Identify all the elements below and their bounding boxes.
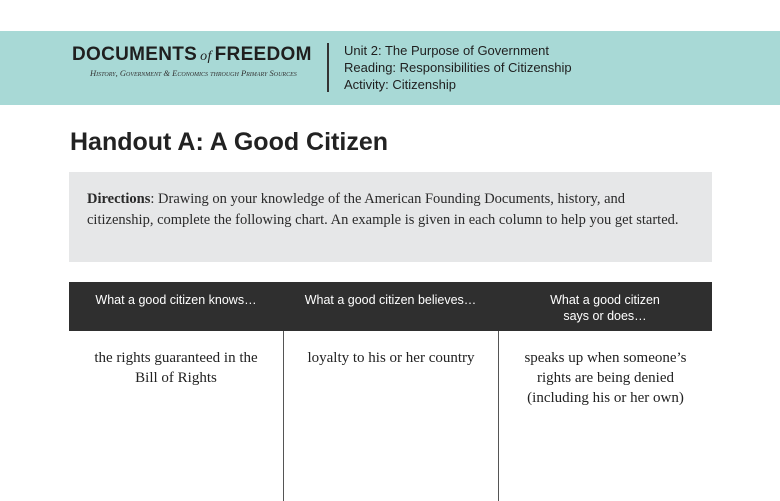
- directions-text: : Drawing on your knowledge of the American Founding Documents, history, and citizenship, complete the following chart. An example is given in each column to help you get started.: [87, 191, 679, 228]
- cell-knows[interactable]: [69, 331, 283, 501]
- brand-word-freedom: FREEDOM: [214, 44, 312, 65]
- chart-body-row: [69, 331, 712, 501]
- header-band: [0, 31, 780, 105]
- cell-says-or-does[interactable]: [498, 331, 712, 501]
- brand-word-documents: DOCUMENTS: [72, 44, 198, 65]
- example-believes: loyalty to his or her country: [307, 350, 475, 366]
- header-divider: [327, 43, 329, 92]
- chart-header-row: [69, 282, 712, 331]
- directions-box: [69, 172, 712, 262]
- unit-label: Unit 2: The Purpose of Government: [344, 43, 549, 58]
- brand-word-of: of: [200, 49, 212, 64]
- activity-label: Activity: Citizenship: [344, 77, 456, 92]
- example-says-or-does: speaks up when someone’s rights are being denied (including his or her own): [524, 350, 687, 406]
- unit-info: [344, 42, 572, 93]
- brand-logo: [72, 44, 312, 78]
- brand-subtitle: History, Government & Economics through Primary Sources: [90, 68, 297, 78]
- brand-title: [72, 44, 312, 66]
- column-header-believes-text: What a good citizen believes…: [304, 293, 477, 307]
- column-header-says-text: What a good citizen says or does…: [550, 293, 660, 323]
- column-header-believes: [283, 282, 498, 331]
- column-header-knows: What a good citizen knows…: [95, 293, 257, 307]
- example-knows: the rights guaranteed in the Bill of Rights: [94, 350, 258, 386]
- column-header-says-or-does: [498, 282, 712, 331]
- directions-label: Directions: [87, 191, 151, 207]
- cell-believes[interactable]: [283, 331, 498, 501]
- page-title: Handout A: A Good Citizen: [70, 128, 389, 156]
- citizen-chart: [69, 282, 712, 501]
- reading-label: Reading: Responsibilities of Citizenship: [344, 60, 572, 75]
